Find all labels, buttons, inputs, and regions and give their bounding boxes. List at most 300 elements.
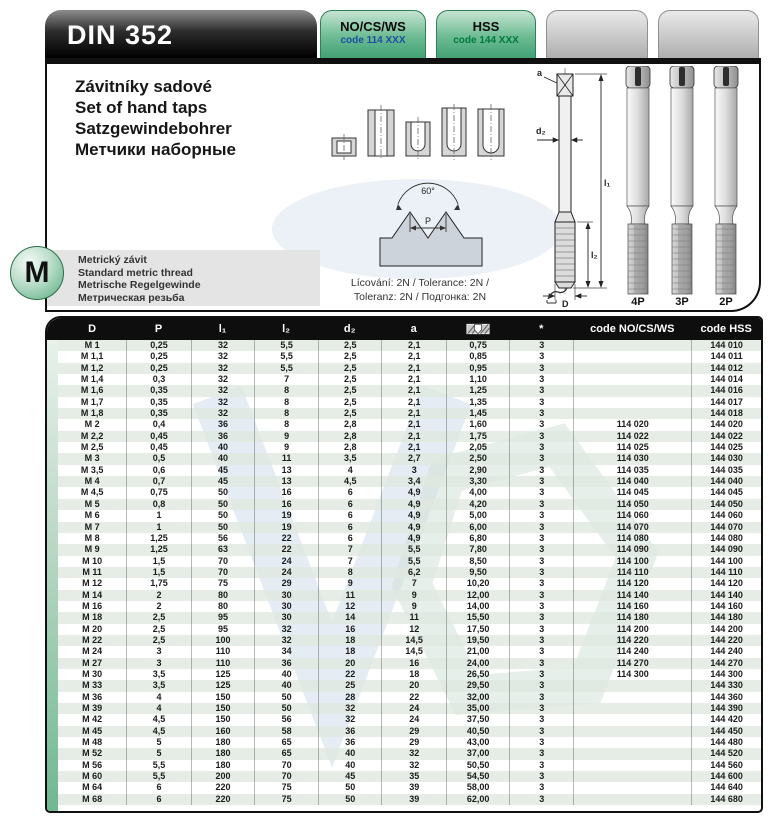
col-pitch: 0,7 xyxy=(126,476,191,487)
col-thread-size: M 3 xyxy=(84,453,100,464)
table-row xyxy=(58,612,761,623)
tab-no-cs-ws xyxy=(320,10,426,58)
col-overall-length: 32 xyxy=(191,374,254,385)
col-pieces: 3 xyxy=(509,465,573,476)
col-pitch: 0,6 xyxy=(126,465,191,476)
col-pitch: 2,5 xyxy=(126,624,191,635)
col-code-nocsws: 114 025 xyxy=(573,442,691,453)
col-pieces: 3 xyxy=(509,442,573,453)
col-shank-diameter: 50 xyxy=(318,794,381,805)
col-overall-length: 40 xyxy=(191,442,254,453)
col-overall-length: 32 xyxy=(191,385,254,396)
col-thread-length: 70 xyxy=(254,760,318,771)
col-code-nocsws xyxy=(573,351,691,362)
tab-empty-2 xyxy=(658,10,759,58)
col-drill-diameter: 40,50 xyxy=(446,726,509,737)
col-thread-size: M 14 xyxy=(82,589,103,600)
col-square-size: 2,1 xyxy=(381,442,446,453)
col-shank-diameter: 14 xyxy=(318,612,381,623)
col-drill-diameter: 4,20 xyxy=(446,499,509,510)
col-drill-diameter: 62,00 xyxy=(446,794,509,805)
col-thread-length: 16 xyxy=(254,487,318,498)
col-code-hss: 144 014 xyxy=(691,374,761,385)
col-thread-length: 56 xyxy=(254,714,318,725)
col-pitch: 5 xyxy=(126,737,191,748)
col-pitch: 0,35 xyxy=(126,408,191,419)
col-code-nocsws: 114 060 xyxy=(573,510,691,521)
col-pitch: 2 xyxy=(126,601,191,612)
col-shank-diameter: 18 xyxy=(318,646,381,657)
col-code-nocsws: 114 030 xyxy=(573,453,691,464)
col-pieces: 3 xyxy=(509,419,573,430)
col-thread-length: 30 xyxy=(254,612,318,623)
col-code-hss: 144 090 xyxy=(691,544,761,555)
col-overall-length: 110 xyxy=(191,646,254,657)
col-thread-size: M 7 xyxy=(84,521,100,532)
col-overall-length: 80 xyxy=(191,601,254,612)
col-code-nocsws: 114 090 xyxy=(573,544,691,555)
col-code-hss: 144 025 xyxy=(691,442,761,453)
header-col-thread-size: D xyxy=(88,323,97,335)
col-code-nocsws: 114 300 xyxy=(573,669,691,680)
col-code-nocsws xyxy=(573,782,691,793)
col-drill-diameter: 1,35 xyxy=(446,397,509,408)
col-drill-diameter: 9,50 xyxy=(446,567,509,578)
col-overall-length: 56 xyxy=(191,533,254,544)
col-code-hss: 144 020 xyxy=(691,419,761,430)
col-drill-diameter: 1,60 xyxy=(446,419,509,430)
col-shank-diameter: 6 xyxy=(318,533,381,544)
col-code-nocsws xyxy=(573,794,691,805)
col-square-size: 22 xyxy=(381,692,446,703)
col-code-hss: 144 600 xyxy=(691,771,761,782)
col-overall-length: 70 xyxy=(191,556,254,567)
tab-hss-code: code 144 XXX xyxy=(453,35,519,46)
col-drill-diameter: 14,00 xyxy=(446,601,509,612)
col-overall-length: 220 xyxy=(191,782,254,793)
col-thread-length: 50 xyxy=(254,703,318,714)
col-overall-length: 160 xyxy=(191,726,254,737)
table-row xyxy=(58,601,761,612)
col-shank-diameter: 2,5 xyxy=(318,351,381,362)
col-thread-size: M 56 xyxy=(82,759,103,770)
col-pieces: 3 xyxy=(509,782,573,793)
col-shank-diameter: 25 xyxy=(318,680,381,691)
col-shank-diameter: 2,8 xyxy=(318,431,381,442)
thread-type-strip xyxy=(47,250,320,306)
header-col-pieces: * xyxy=(539,323,544,335)
col-shank-diameter: 7 xyxy=(318,556,381,567)
col-code-nocsws: 114 240 xyxy=(573,646,691,657)
col-code-hss: 144 180 xyxy=(691,612,761,623)
col-overall-length: 200 xyxy=(191,771,254,782)
col-shank-diameter: 3,5 xyxy=(318,453,381,464)
col-code-hss: 144 050 xyxy=(691,499,761,510)
col-pitch: 0,5 xyxy=(126,453,191,464)
col-code-hss: 144 016 xyxy=(691,385,761,396)
col-thread-size: M 24 xyxy=(82,646,103,657)
col-thread-length: 24 xyxy=(254,556,318,567)
col-shank-diameter: 4,5 xyxy=(318,476,381,487)
col-shank-diameter: 6 xyxy=(318,487,381,498)
col-pitch: 3 xyxy=(126,658,191,669)
col-drill-diameter: 43,00 xyxy=(446,737,509,748)
col-overall-length: 180 xyxy=(191,760,254,771)
col-square-size: 14,5 xyxy=(381,646,446,657)
col-pieces: 3 xyxy=(509,351,573,362)
col-square-size: 24 xyxy=(381,703,446,714)
col-pieces: 3 xyxy=(509,703,573,714)
col-code-hss: 144 330 xyxy=(691,680,761,691)
col-code-hss: 144 560 xyxy=(691,760,761,771)
col-thread-size: M 16 xyxy=(82,600,103,611)
col-thread-length: 11 xyxy=(254,453,318,464)
col-square-size: 2,1 xyxy=(381,363,446,374)
col-code-nocsws: 114 180 xyxy=(573,612,691,623)
col-shank-diameter: 2,8 xyxy=(318,442,381,453)
col-thread-size: M 10 xyxy=(82,555,103,566)
col-pitch: 1,75 xyxy=(126,578,191,589)
col-drill-diameter: 6,00 xyxy=(446,522,509,533)
col-code-hss: 144 220 xyxy=(691,635,761,646)
table-row xyxy=(58,363,761,374)
col-overall-length: 32 xyxy=(191,363,254,374)
metric-thread-badge xyxy=(10,246,64,300)
col-pieces: 3 xyxy=(509,374,573,385)
col-code-hss: 144 040 xyxy=(691,476,761,487)
col-thread-size: M 52 xyxy=(82,748,103,759)
col-thread-size: M 22 xyxy=(82,634,103,645)
col-code-nocsws: 114 220 xyxy=(573,635,691,646)
col-thread-length: 32 xyxy=(254,635,318,646)
col-code-hss: 144 011 xyxy=(691,351,761,362)
col-pieces: 3 xyxy=(509,635,573,646)
col-pitch: 6 xyxy=(126,794,191,805)
col-code-hss: 144 480 xyxy=(691,737,761,748)
col-square-size: 9 xyxy=(381,601,446,612)
col-square-size: 20 xyxy=(381,680,446,691)
table-row xyxy=(58,533,761,544)
col-pieces: 3 xyxy=(509,748,573,759)
din-standard-label: DIN 352 xyxy=(67,20,174,50)
product-title-line: Závitníky sadové xyxy=(75,77,213,96)
col-overall-length: 150 xyxy=(191,714,254,725)
tolerance-line-1: Lícování: 2N / Tolerance: 2N / xyxy=(350,277,490,289)
col-thread-size: M 48 xyxy=(82,737,103,748)
col-square-size: 14,5 xyxy=(381,635,446,646)
col-pitch: 0,45 xyxy=(126,442,191,453)
col-code-hss: 144 017 xyxy=(691,397,761,408)
col-thread-size: M 18 xyxy=(82,612,103,623)
col-thread-length: 70 xyxy=(254,771,318,782)
col-pitch: 0,8 xyxy=(126,499,191,510)
table-row xyxy=(58,782,761,793)
col-code-nocsws xyxy=(573,374,691,385)
col-pitch: 5,5 xyxy=(126,760,191,771)
col-drill-diameter: 2,90 xyxy=(446,465,509,476)
col-pieces: 3 xyxy=(509,397,573,408)
col-shank-diameter: 2,5 xyxy=(318,363,381,374)
col-thread-size: M 1,4 xyxy=(80,374,104,385)
col-code-nocsws: 114 270 xyxy=(573,658,691,669)
col-code-nocsws xyxy=(573,408,691,419)
col-shank-diameter: 2,5 xyxy=(318,374,381,385)
col-thread-length: 5,5 xyxy=(254,363,318,374)
col-overall-length: 50 xyxy=(191,510,254,521)
col-code-nocsws xyxy=(573,385,691,396)
table-row xyxy=(58,714,761,725)
col-thread-size: M 1,2 xyxy=(80,362,104,373)
col-square-size: 2,7 xyxy=(381,453,446,464)
col-thread-length: 32 xyxy=(254,624,318,635)
col-square-size: 39 xyxy=(381,794,446,805)
col-thread-length: 5,5 xyxy=(254,340,318,351)
col-shank-diameter: 4 xyxy=(318,465,381,476)
col-pitch: 5,5 xyxy=(126,771,191,782)
col-square-size: 39 xyxy=(381,782,446,793)
col-thread-length: 8 xyxy=(254,408,318,419)
col-square-size: 4,9 xyxy=(381,510,446,521)
col-pieces: 3 xyxy=(509,680,573,691)
col-overall-length: 70 xyxy=(191,567,254,578)
col-pitch: 1,5 xyxy=(126,556,191,567)
col-pitch: 0,45 xyxy=(126,431,191,442)
col-pieces: 3 xyxy=(509,692,573,703)
col-drill-diameter: 10,20 xyxy=(446,578,509,589)
col-code-nocsws xyxy=(573,771,691,782)
col-drill-diameter: 37,00 xyxy=(446,748,509,759)
col-code-hss: 144 060 xyxy=(691,510,761,521)
col-thread-size: M 20 xyxy=(82,623,103,634)
col-thread-length: 40 xyxy=(254,669,318,680)
table-row xyxy=(58,487,761,498)
col-pieces: 3 xyxy=(509,476,573,487)
table-row xyxy=(58,465,761,476)
col-thread-length: 65 xyxy=(254,748,318,759)
col-shank-diameter: 11 xyxy=(318,590,381,601)
col-square-size: 2,1 xyxy=(381,374,446,385)
tap-4p-label: 4P xyxy=(631,296,645,306)
col-thread-size: M 39 xyxy=(82,703,103,713)
col-code-hss: 144 100 xyxy=(691,556,761,567)
col-code-nocsws: 114 140 xyxy=(573,590,691,601)
col-code-nocsws: 114 020 xyxy=(573,419,691,430)
col-overall-length: 180 xyxy=(191,748,254,759)
col-code-hss: 144 035 xyxy=(691,465,761,476)
col-code-nocsws xyxy=(573,714,691,725)
col-thread-length: 29 xyxy=(254,578,318,589)
col-thread-length: 8 xyxy=(254,385,318,396)
col-pitch: 0,25 xyxy=(126,363,191,374)
col-overall-length: 32 xyxy=(191,408,254,419)
col-shank-diameter: 32 xyxy=(318,703,381,714)
table-row xyxy=(58,624,761,635)
product-title-line: Set of hand taps xyxy=(75,98,208,117)
col-thread-length: 30 xyxy=(254,601,318,612)
col-thread-size: M 1,7 xyxy=(80,396,104,407)
table-row xyxy=(58,522,761,533)
col-pitch: 4,5 xyxy=(126,714,191,725)
col-pieces: 3 xyxy=(509,340,573,351)
col-pitch: 2 xyxy=(126,590,191,601)
col-pitch: 4 xyxy=(126,703,191,714)
table-row xyxy=(58,680,761,691)
col-thread-length: 40 xyxy=(254,680,318,691)
table-row xyxy=(58,635,761,646)
col-thread-length: 8 xyxy=(254,397,318,408)
table-row xyxy=(58,374,761,385)
col-thread-length: 19 xyxy=(254,522,318,533)
col-code-nocsws: 114 110 xyxy=(573,567,691,578)
table-row xyxy=(58,646,761,657)
col-square-size: 5,5 xyxy=(381,544,446,555)
table-row xyxy=(58,476,761,487)
col-shank-diameter: 2,5 xyxy=(318,340,381,351)
col-code-hss: 144 070 xyxy=(691,522,761,533)
table-row xyxy=(58,760,761,771)
col-thread-length: 13 xyxy=(254,465,318,476)
col-thread-size: M 9 xyxy=(84,544,100,555)
col-code-hss: 144 520 xyxy=(691,748,761,759)
col-square-size: 4,9 xyxy=(381,499,446,510)
col-code-hss: 144 012 xyxy=(691,363,761,374)
col-drill-diameter: 1,45 xyxy=(446,408,509,419)
col-code-nocsws: 114 080 xyxy=(573,533,691,544)
col-thread-size: M 30 xyxy=(82,668,103,679)
tab-hss-title: HSS xyxy=(472,19,500,34)
header-col-pitch: P xyxy=(154,323,163,335)
table-row xyxy=(58,578,761,589)
table-row xyxy=(58,419,761,430)
col-drill-diameter: 5,00 xyxy=(446,510,509,521)
col-code-nocsws xyxy=(573,340,691,351)
col-code-nocsws: 114 070 xyxy=(573,522,691,533)
col-code-nocsws xyxy=(573,397,691,408)
product-title-line: Satzgewindebohrer xyxy=(75,119,232,138)
col-square-size: 2,1 xyxy=(381,419,446,430)
col-square-size: 24 xyxy=(381,714,446,725)
table-row xyxy=(58,340,761,351)
table-row xyxy=(58,453,761,464)
thread-type-line: Standard metric thread xyxy=(78,266,193,279)
col-pitch: 4,5 xyxy=(126,726,191,737)
col-code-nocsws: 114 100 xyxy=(573,556,691,567)
col-pitch: 3,5 xyxy=(126,669,191,680)
table-row xyxy=(58,658,761,669)
col-drill-diameter: 21,00 xyxy=(446,646,509,657)
col-pitch: 3 xyxy=(126,646,191,657)
col-thread-length: 9 xyxy=(254,442,318,453)
dim-l1-label: l₁ xyxy=(604,178,611,188)
col-thread-size: M 33 xyxy=(82,680,103,691)
table-row xyxy=(58,385,761,396)
col-thread-length: 8 xyxy=(254,419,318,430)
col-pitch: 0,35 xyxy=(126,385,191,396)
col-drill-diameter: 2,05 xyxy=(446,442,509,453)
col-code-nocsws: 114 160 xyxy=(573,601,691,612)
col-code-nocsws xyxy=(573,680,691,691)
col-thread-length: 9 xyxy=(254,431,318,442)
col-drill-diameter: 7,80 xyxy=(446,544,509,555)
col-pieces: 3 xyxy=(509,385,573,396)
col-drill-diameter: 0,85 xyxy=(446,351,509,362)
table-row xyxy=(58,431,761,442)
col-thread-size: M 3,5 xyxy=(80,464,104,475)
col-thread-length: 22 xyxy=(254,533,318,544)
col-code-hss: 144 022 xyxy=(691,431,761,442)
col-square-size: 32 xyxy=(381,760,446,771)
col-overall-length: 150 xyxy=(191,703,254,714)
col-code-nocsws: 114 045 xyxy=(573,487,691,498)
col-code-hss: 144 450 xyxy=(691,726,761,737)
col-overall-length: 150 xyxy=(191,692,254,703)
col-code-nocsws: 114 200 xyxy=(573,624,691,635)
col-pieces: 3 xyxy=(509,669,573,680)
product-title-line: Метчики наборные xyxy=(75,140,236,159)
col-thread-length: 58 xyxy=(254,726,318,737)
col-square-size: 2,1 xyxy=(381,340,446,351)
col-square-size: 12 xyxy=(381,624,446,635)
col-drill-diameter: 35,00 xyxy=(446,703,509,714)
col-pieces: 3 xyxy=(509,522,573,533)
table-header-row xyxy=(47,318,761,340)
tolerance-line-2: Toleranz: 2N / Подгонка: 2N xyxy=(353,291,487,303)
col-pieces: 3 xyxy=(509,499,573,510)
col-code-nocsws: 114 022 xyxy=(573,431,691,442)
col-code-nocsws: 114 050 xyxy=(573,499,691,510)
col-square-size: 29 xyxy=(381,726,446,737)
col-thread-size: M 12 xyxy=(82,578,103,589)
col-thread-size: M 2,2 xyxy=(80,430,104,441)
col-shank-diameter: 40 xyxy=(318,748,381,759)
col-thread-length: 75 xyxy=(254,782,318,793)
col-shank-diameter: 28 xyxy=(318,692,381,703)
col-thread-size: M 36 xyxy=(82,691,103,702)
col-code-hss: 144 030 xyxy=(691,453,761,464)
col-shank-diameter: 2,5 xyxy=(318,385,381,396)
col-code-hss: 144 360 xyxy=(691,692,761,703)
col-code-hss: 144 390 xyxy=(691,703,761,714)
col-shank-diameter: 2,5 xyxy=(318,397,381,408)
col-drill-diameter: 32,00 xyxy=(446,692,509,703)
col-square-size: 6,2 xyxy=(381,567,446,578)
col-shank-diameter: 50 xyxy=(318,782,381,793)
col-square-size: 2,1 xyxy=(381,408,446,419)
col-pieces: 3 xyxy=(509,771,573,782)
col-thread-size: M 4 xyxy=(84,476,100,487)
header-col-code-hss: code HSS xyxy=(700,323,752,335)
header-col-shank-diameter: d₂ xyxy=(343,323,356,335)
col-pitch: 1,25 xyxy=(126,533,191,544)
col-drill-diameter: 2,50 xyxy=(446,453,509,464)
col-pitch: 0,25 xyxy=(126,351,191,362)
col-code-nocsws xyxy=(573,737,691,748)
angle-label: 60° xyxy=(421,186,435,196)
col-square-size: 4,9 xyxy=(381,522,446,533)
col-drill-diameter: 12,00 xyxy=(446,590,509,601)
col-overall-length: 95 xyxy=(191,624,254,635)
col-shank-diameter: 12 xyxy=(318,601,381,612)
tolerance-note xyxy=(330,276,510,304)
col-pieces: 3 xyxy=(509,624,573,635)
col-drill-diameter: 17,50 xyxy=(446,624,509,635)
col-code-nocsws: 114 035 xyxy=(573,465,691,476)
col-code-nocsws xyxy=(573,703,691,714)
col-thread-size: M 6 xyxy=(84,510,100,521)
col-thread-length: 65 xyxy=(254,737,318,748)
col-pitch: 1,25 xyxy=(126,544,191,555)
col-code-nocsws xyxy=(573,363,691,374)
